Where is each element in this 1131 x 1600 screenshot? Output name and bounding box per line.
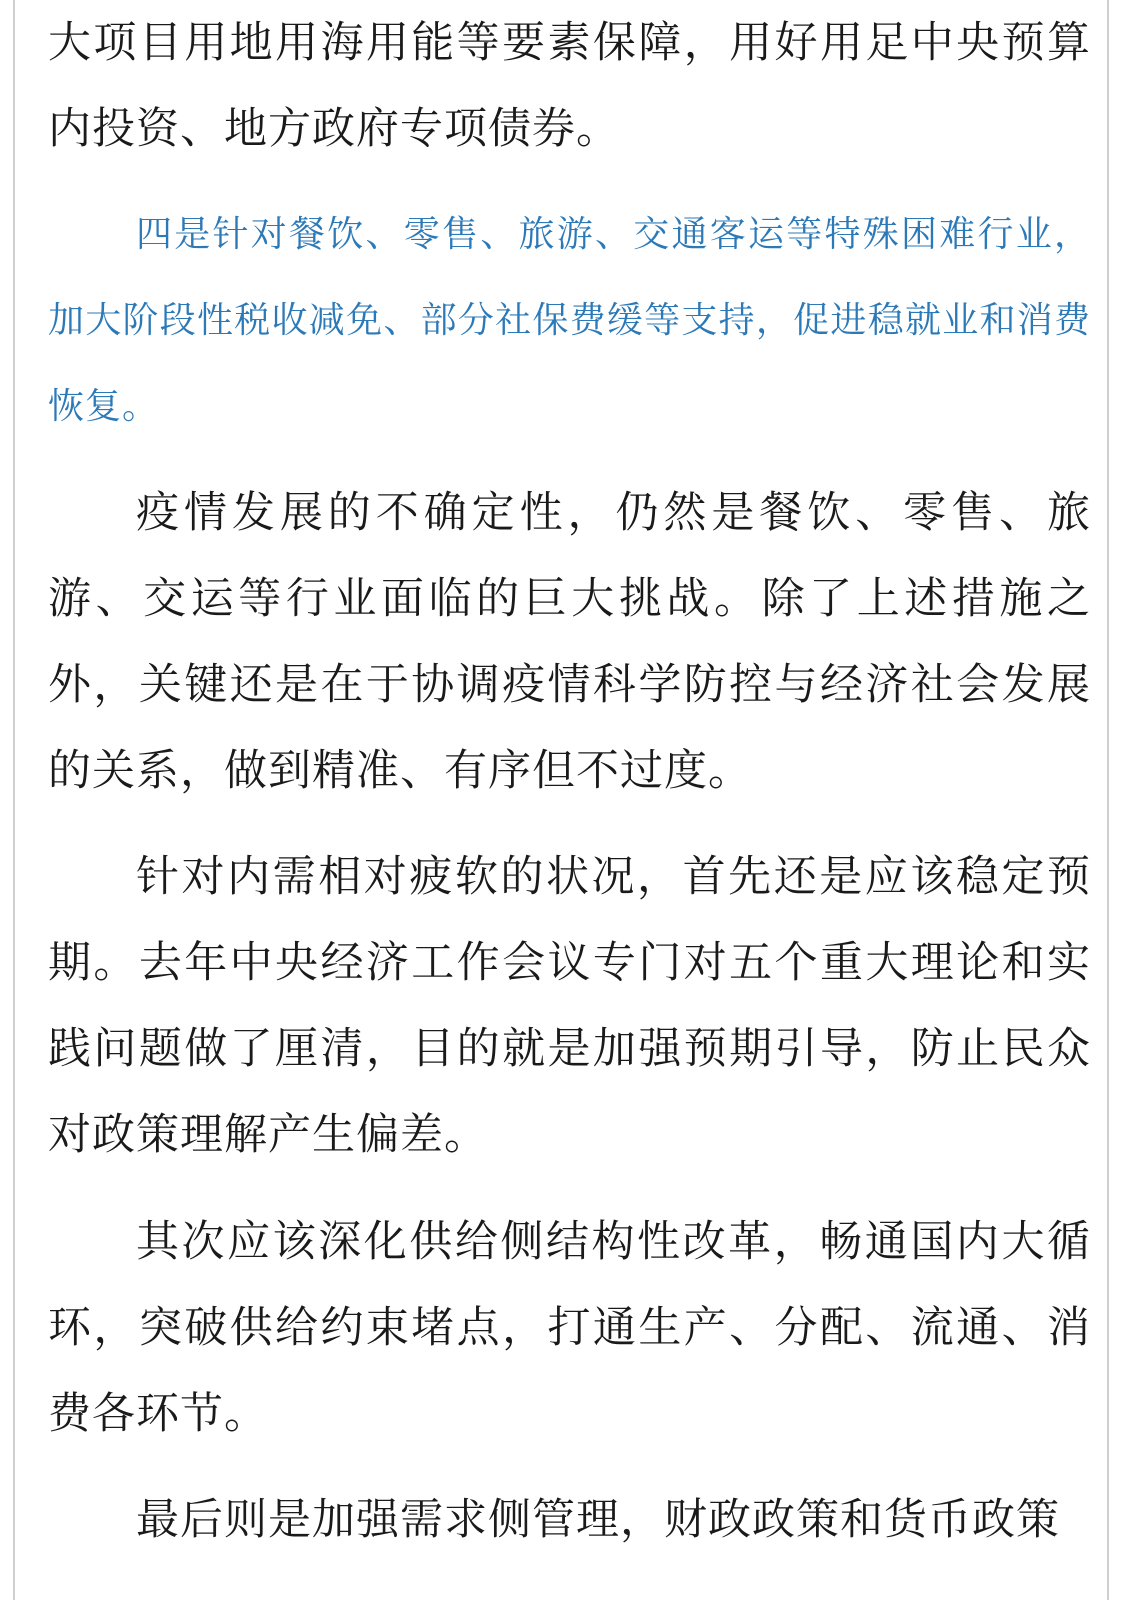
page-frame: [13, 0, 1109, 1600]
paragraph-supply-side-reform: 其次应该深化供给侧结构性改革，畅通国内大循环，突破供给约束堵点，打通生产、分配、流通、消费各环节。: [48, 1217, 1091, 1439]
paragraph-continuation: 大项目用地用海用能等要素保障，用好用足中央预算内投资、地方政府专项债券。: [48, 18, 1091, 154]
paragraph-highlight-point-four: 四是针对餐饮、零售、旅游、交通客运等特殊困难行业，加大阶段性税收减免、部分社保费缓等支持，促进稳就业和消费恢复。: [48, 214, 1091, 427]
paragraph-demand-side-management: 最后则是加强需求侧管理，财政政策和货币政策: [136, 1495, 1060, 1545]
paragraph-stabilize-expectations: 针对内需相对疲软的状况，首先还是应该稳定预期。去年中央经济工作会议专门对五个重大理论和实践问题做了厘清，目的就是加强预期引导，防止民众对政策理解产生偏差。: [48, 852, 1091, 1160]
paragraph-epidemic-uncertainty: 疫情发展的不确定性，仍然是餐饮、零售、旅游、交运等行业面临的巨大挑战。除了上述措施之外，关键还是在于协调疫情科学防控与经济社会发展的关系，做到精准、有序但不过度。: [48, 488, 1091, 796]
